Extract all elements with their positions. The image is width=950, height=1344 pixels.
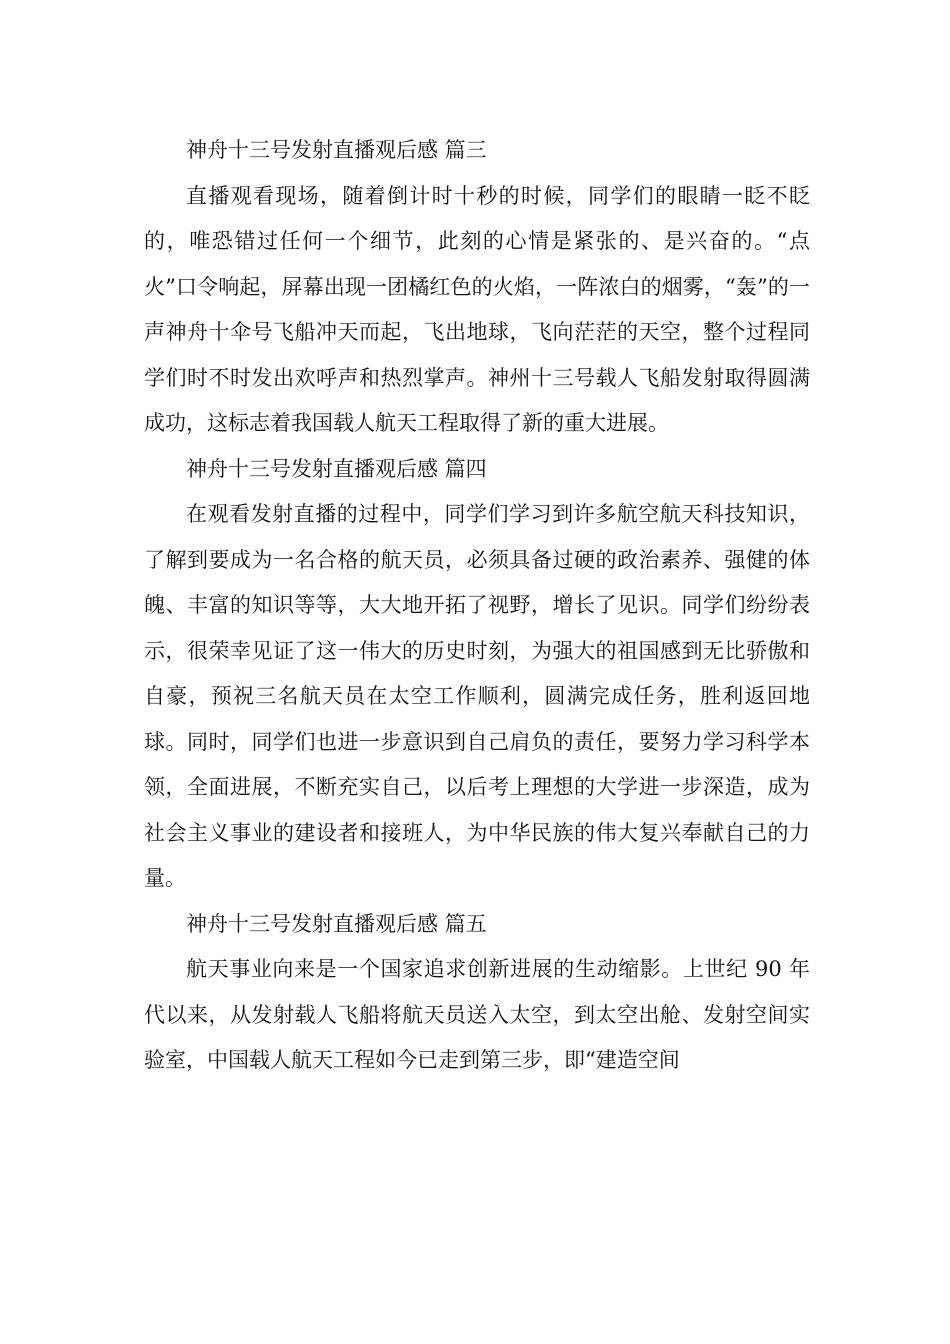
section-paragraph: 直播观看现场，随着倒计时十秒的时候，同学们的眼睛一眨不眨的，唯恐错过任何一个细节，此刻的心情是紧张的、是兴奋的。“点火”口令响起，屏幕出现一团橘红色的火焰，一阵浓白的烟雾，“轰”的一声神舟十伞号飞船冲天而起，飞出地球，飞向茫茫的天空，整个过程同学们时不时发出欢呼声和热烈掌声。神州十三号载人飞船发射取得圆满成功，这标志着我国载人航天工程取得了新的重大进展。 — [144, 183, 810, 435]
section-heading: 神舟十三号发射直播观后感 篇三 — [186, 138, 487, 162]
section-heading: 神舟十三号发射直播观后感 篇四 — [186, 456, 487, 481]
section-paragraph: 航天事业向来是一个国家追求创新进展的生动缩影。上世纪 90 年代以来，从发射载人飞船将航天员送入太空，到太空出舱、发射空间实验室，中国载人航天工程如今已走到第三步，即“建造空间 — [144, 957, 810, 1072]
document-body — [144, 128, 810, 1084]
section-heading: 神舟十三号发射直播观后感 篇五 — [186, 911, 487, 936]
section-paragraph: 在观看发射直播的过程中，同学们学习到许多航空航天科技知识，了解到要成为一名合格的航天员，必须具备过硬的政治素养、强健的体魄、丰富的知识等等，大大地开拓了视野，增长了见识。同学们纷纷表示，很荣幸见证了这一伟大的历史时刻，为强大的祖国感到无比骄傲和自豪，预祝三名航天员在太空工作顺利，圆满完成任务，胜利返回地球。同时，同学们也进一步意识到自己肩负的责任，要努力学习科学本领，全面进展，不断充实自己，以后考上理想的大学进一步深造，成为社会主义事业的建设者和接班人，为中华民族的伟大复兴奉献自己的力量。 — [144, 502, 810, 890]
